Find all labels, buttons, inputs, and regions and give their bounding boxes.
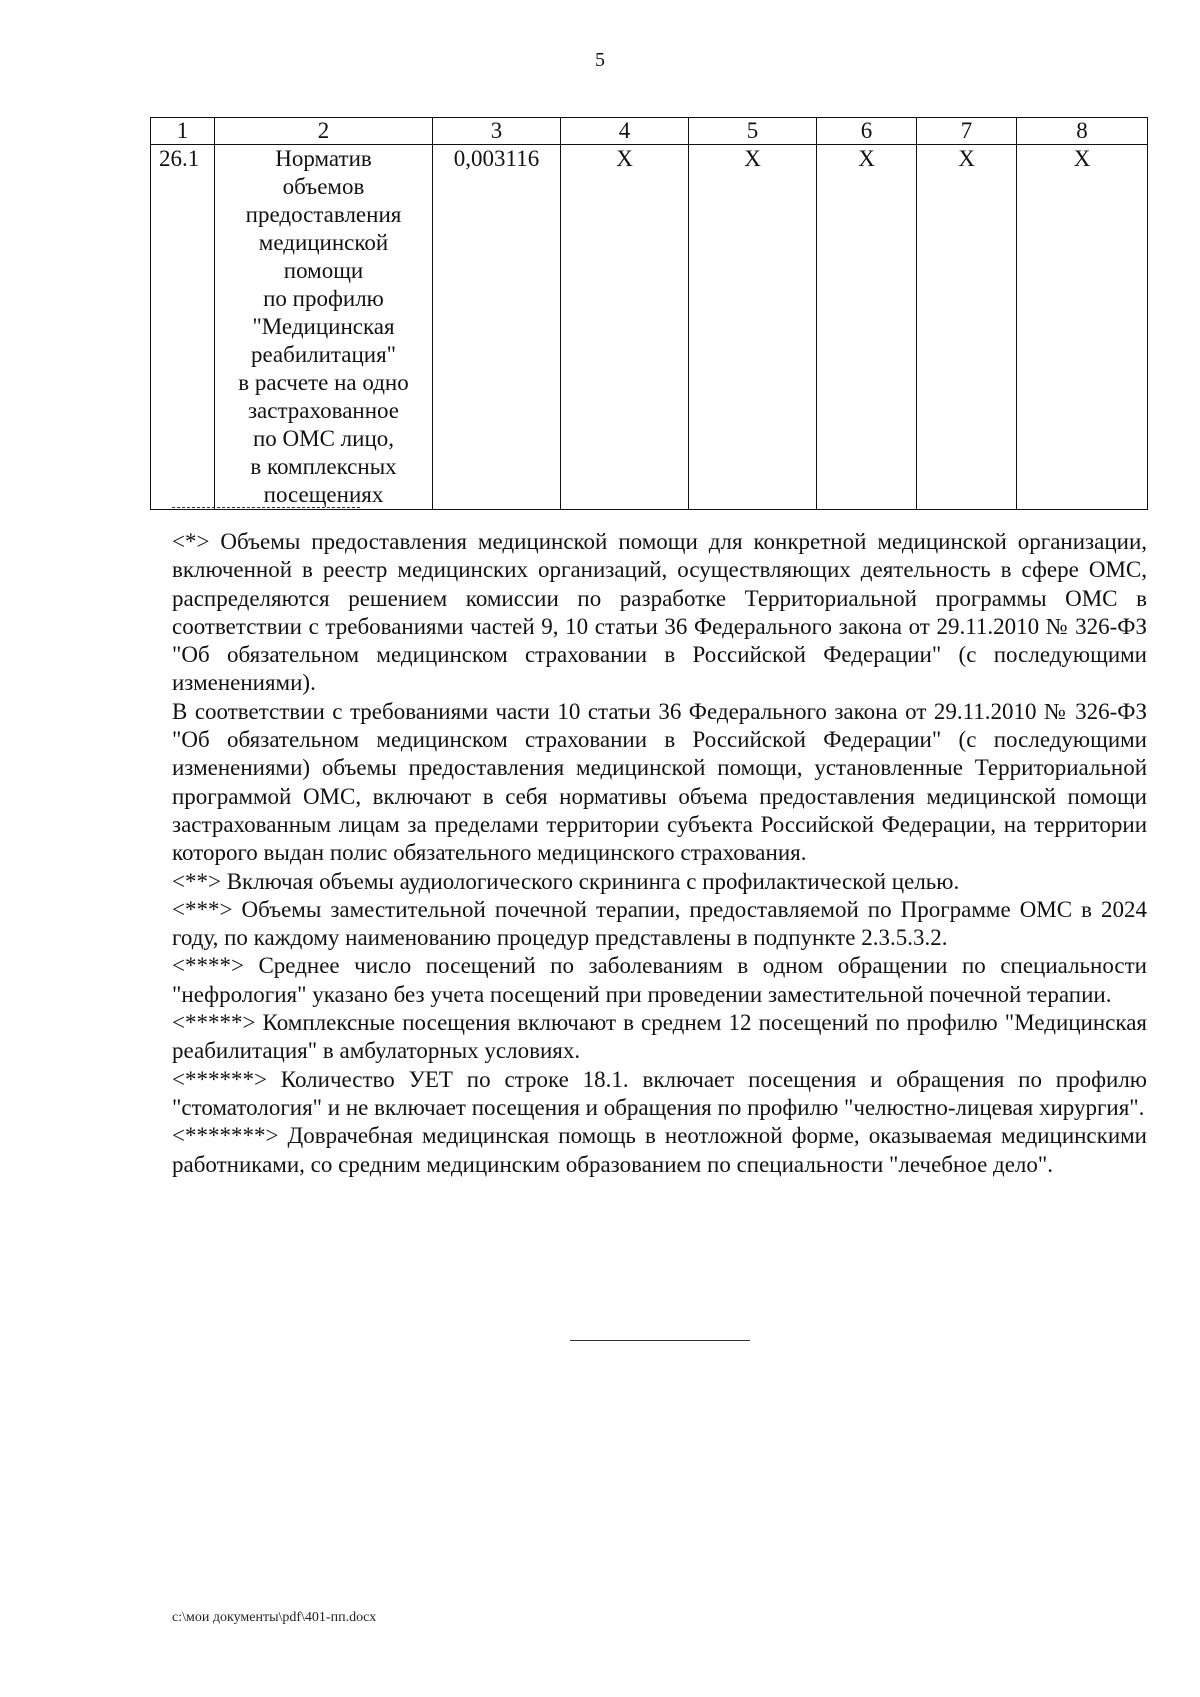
- description-line: по профилю: [263, 286, 384, 311]
- footnotes: [172, 528, 1147, 1179]
- norms-table: [150, 117, 1148, 510]
- description-line: медицинской: [258, 230, 389, 255]
- description-line: помощи: [283, 258, 364, 283]
- description-line: по ОМС лицо,: [252, 426, 395, 451]
- row-mark: Х: [917, 145, 1017, 510]
- column-header: 5: [689, 118, 817, 145]
- description-line: "Медицинская: [252, 314, 395, 339]
- table-row: [151, 145, 1148, 510]
- column-header: 2: [215, 118, 433, 145]
- column-header: 7: [917, 118, 1017, 145]
- table-header-row: [151, 118, 1148, 145]
- description-line: Норматив: [275, 146, 372, 171]
- row-mark: Х: [561, 145, 689, 510]
- description-line: застрахованное: [247, 398, 400, 423]
- footnote: <*******> Доврачебная медицинская помощь в неотложной форме, оказываемая медицинскими работниками, со средним медицинским образованием по специальности "лечебное дело".: [172, 1123, 1147, 1177]
- footnote: <**> Включая объемы аудиологического скрининга с профилактической целью.: [172, 868, 960, 894]
- column-header: 4: [561, 118, 689, 145]
- row-description: [215, 145, 433, 510]
- description-line: предоставления: [245, 202, 402, 227]
- footnote: В соответствии с требованиями части 10 статьи 36 Федерального закона от 29.11.2010 № 326-ФЗ "Об обязательном медицинском страховании в Российской Федерации" (с последующими изменениями) объемы предоставления медицинской помощи, установленные Территориальной программой ОМС, включают в себя нормативы объема предоставления медицинской помощи застрахованным лицам за пределами территории субъекта Российской Федерации, на территории которого выдан полис обязательного медицинского страхования.: [172, 698, 1147, 866]
- footnote-separator: [172, 507, 360, 508]
- column-header: 3: [433, 118, 561, 145]
- description-line: в расчете на одно: [238, 370, 409, 395]
- footnote: <*****> Комплексные посещения включают в среднем 12 посещений по профилю "Медицинская реабилитация" в амбулаторных условиях.: [172, 1010, 1147, 1064]
- footer-file-path: c:\мои документы\pdf\401-пп.docx: [172, 1610, 377, 1625]
- end-divider: [570, 1340, 750, 1341]
- description-line: объемов: [282, 174, 365, 199]
- page-number: 5: [595, 49, 605, 71]
- footnote: <*> Объемы предоставления медицинской помощи для конкретной медицинской организации, включенной в реестр медицинских организаций, осуществляющих деятельность в сфере ОМС, распределяются решением комиссии по разработке Территориальной программы ОМС в соответствии с требованиями частей 9, 10 статьи 36 Федерального закона от 29.11.2010 № 326-ФЗ "Об обязательном медицинском страховании в Российской Федерации" (с последующими изменениями).: [172, 529, 1147, 696]
- row-number: 26.1: [151, 145, 215, 510]
- footnote: <****> Среднее число посещений по заболеваниям в одном обращении по специальности "нефрология" указано без учета посещений при проведении заместительной почечной терапии.: [172, 953, 1147, 1007]
- row-mark: Х: [1017, 145, 1148, 510]
- row-value: 0,003116: [433, 145, 561, 510]
- footnote: <***> Объемы заместительной почечной терапии, предоставляемой по Программе ОМС в 2024 году, по каждому наименованию процедур представлены в подпункте 2.3.5.3.2.: [172, 896, 1147, 951]
- footnote: <******> Количество УЕТ по строке 18.1. включает посещения и обращения по профилю "стоматология" и не включает посещения и обращения по профилю "челюстно-лицевая хирургия".: [172, 1066, 1147, 1120]
- description-line: реабилитация": [250, 342, 397, 367]
- description-line: посещениях: [263, 482, 384, 507]
- row-mark: Х: [817, 145, 917, 510]
- column-header: 6: [817, 118, 917, 145]
- description-line: в комплексных: [250, 454, 397, 479]
- column-header: 1: [151, 118, 215, 145]
- row-mark: Х: [689, 145, 817, 510]
- column-header: 8: [1017, 118, 1148, 145]
